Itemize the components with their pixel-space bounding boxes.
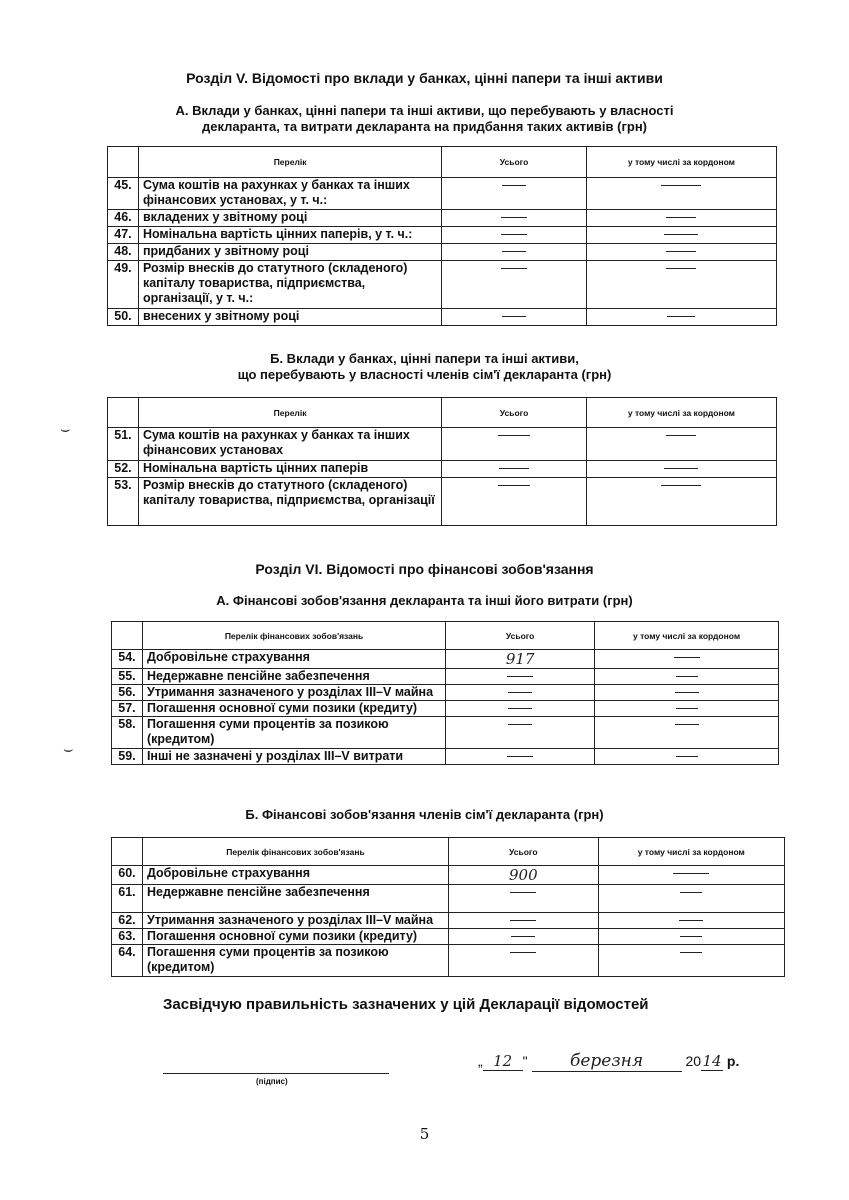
table-row [112, 701, 779, 717]
signature-label: (підпис) [256, 1077, 288, 1086]
cell-abroad [598, 929, 784, 945]
date-year-suffix: 14 [702, 1052, 722, 1070]
cell-abroad [595, 685, 779, 701]
row-label: внесених у звітному році [138, 309, 441, 326]
row-label: Розмір внесків до статутного (складеного) капіталу товариства, підприємства, організації, у т. ч.: [138, 261, 441, 309]
header-list: Перелік [138, 398, 441, 428]
row-label: Погашення суми процентів за позикою (кредитом) [142, 945, 448, 977]
row-number: 56. [112, 685, 143, 701]
row-number: 55. [112, 669, 143, 685]
handwritten-dash [510, 892, 536, 893]
header-abroad: у тому числі за кордоном [595, 622, 779, 650]
handwritten-dash [676, 676, 698, 677]
table-row [112, 866, 785, 885]
row-number: 60. [112, 866, 143, 885]
section6-title: Розділ VI. Відомості про фінансові зобов'язання [255, 561, 594, 577]
handwritten-dash [675, 692, 699, 693]
section5-subA-title [0, 103, 849, 135]
cell-abroad [595, 701, 779, 717]
handwritten-dash [680, 952, 702, 953]
section5-subA-line2: декларанта, та витрати декларанта на придбання таких активів (грн) [201, 119, 648, 134]
row-label: Сума коштів на рахунках у банках та інших фінансових установах, у т. ч.: [138, 178, 441, 210]
cell-total [442, 210, 587, 227]
cell-total [442, 227, 587, 244]
section6-subA-title: А. Фінансові зобов'язання декларанта та інші його витрати (грн) [216, 593, 633, 608]
header-abroad: у тому числі за кордоном [586, 398, 776, 428]
row-number: 63. [112, 929, 143, 945]
handwritten-value: 900 [508, 866, 538, 884]
row-number: 59. [112, 749, 143, 765]
table-section6-b [111, 837, 785, 977]
handwritten-dash [507, 756, 533, 757]
handwritten-dash [510, 952, 536, 953]
date-month: березня [532, 1051, 682, 1072]
header-number [108, 147, 139, 178]
table-row [112, 650, 779, 669]
row-number: 64. [112, 945, 143, 977]
table-section5-a [107, 146, 777, 326]
header-total: Усього [442, 147, 587, 178]
table-row [108, 309, 777, 326]
header-total: Усього [442, 398, 587, 428]
cell-abroad [595, 749, 779, 765]
header-total: Усього [446, 622, 595, 650]
header-abroad: у тому числі за кордоном [586, 147, 776, 178]
handwritten-dash [667, 316, 695, 317]
header-abroad: у тому числі за кордоном [598, 838, 784, 866]
handwritten-dash [661, 185, 701, 186]
table-row [108, 428, 777, 461]
table-row [108, 478, 777, 526]
row-number: 49. [108, 261, 139, 309]
handwritten-dash [676, 756, 698, 757]
cell-abroad [586, 210, 776, 227]
date-field [478, 1051, 739, 1072]
row-number: 61. [112, 885, 143, 913]
cell-abroad [586, 244, 776, 261]
handwritten-dash [498, 485, 530, 486]
cell-total [449, 945, 599, 977]
handwritten-dash [501, 217, 527, 218]
table-row [108, 261, 777, 309]
signature-line [163, 1073, 389, 1074]
cell-abroad [598, 866, 784, 885]
header-number [112, 622, 143, 650]
table-section5-b [107, 397, 777, 526]
cell-abroad [586, 309, 776, 326]
cell-abroad [598, 885, 784, 913]
row-label: Добровільне страхування [142, 650, 445, 669]
table-row [108, 210, 777, 227]
table-row [108, 244, 777, 261]
row-label: Погашення суми процентів за позикою (кредитом) [142, 717, 445, 749]
table-row [112, 885, 785, 913]
row-label: Розмір внесків до статутного (складеного) капіталу товариства, підприємства, організації [138, 478, 441, 526]
cell-abroad [595, 717, 779, 749]
row-label: Утримання зазначеного у розділах III–V майна [142, 913, 448, 929]
table-row [108, 178, 777, 210]
cell-total [449, 929, 599, 945]
row-number: 62. [112, 913, 143, 929]
cell-total [446, 717, 595, 749]
table-row [112, 669, 779, 685]
row-label: Погашення основної суми позики (кредиту) [142, 701, 445, 717]
table-row [112, 913, 785, 929]
row-number: 53. [108, 478, 139, 526]
table-row [108, 227, 777, 244]
row-label: Номінальна вартість цінних паперів, у т. ч.: [138, 227, 441, 244]
header-total: Усього [449, 838, 599, 866]
table-row [112, 685, 779, 701]
header-list: Перелік [138, 147, 441, 178]
margin-check-mark: ⌣ [60, 421, 71, 438]
date-suffix: р. [726, 1053, 740, 1069]
cell-total [446, 749, 595, 765]
handwritten-dash [664, 468, 698, 469]
row-label: Недержавне пенсійне забезпечення [142, 669, 445, 685]
handwritten-dash [502, 185, 526, 186]
row-number: 46. [108, 210, 139, 227]
row-number: 48. [108, 244, 139, 261]
cell-total [449, 866, 599, 885]
section5-title: Розділ V. Відомості про вклади у банках, цінні папери та інші активи [186, 70, 663, 86]
handwritten-value: 917 [505, 650, 535, 668]
section5-subB-line2: що перебувають у власності членів сім'ї декларанта (грн) [237, 367, 612, 382]
handwritten-dash [666, 217, 696, 218]
handwritten-dash [502, 316, 526, 317]
row-label: Номінальна вартість цінних паперів [138, 461, 441, 478]
cell-abroad [595, 669, 779, 685]
row-label: Погашення основної суми позики (кредиту) [142, 929, 448, 945]
cell-total [446, 685, 595, 701]
cell-abroad [586, 227, 776, 244]
cell-total [449, 913, 599, 929]
row-label: Недержавне пенсійне забезпечення [142, 885, 448, 913]
row-number: 51. [108, 428, 139, 461]
row-label: Інші не зазначені у розділах III–V витрати [142, 749, 445, 765]
date-quote-close: " [522, 1053, 528, 1069]
handwritten-dash [510, 920, 536, 921]
cell-abroad [586, 461, 776, 478]
header-list: Перелік фінансових зобов'язань [142, 838, 448, 866]
handwritten-dash [508, 692, 532, 693]
cell-total [442, 461, 587, 478]
cell-abroad [598, 913, 784, 929]
cell-total [442, 428, 587, 461]
cell-total [442, 309, 587, 326]
row-label: Сума коштів на рахунках у банках та інших фінансових установах [138, 428, 441, 461]
handwritten-dash [501, 234, 527, 235]
cell-total [442, 178, 587, 210]
cell-abroad [586, 478, 776, 526]
cell-abroad [586, 428, 776, 461]
margin-check-mark: ⌣ [63, 741, 74, 758]
cell-abroad [595, 650, 779, 669]
header-list: Перелік фінансових зобов'язань [142, 622, 445, 650]
handwritten-dash [507, 676, 533, 677]
handwritten-dash [679, 920, 703, 921]
section5-subA-line1: А. Вклади у банках, цінні папери та інші активи, що перебувають у власності [175, 103, 674, 118]
section6-subB-title: Б. Фінансові зобов'язання членів сім'ї декларанта (грн) [245, 807, 604, 822]
handwritten-dash [680, 892, 702, 893]
handwritten-dash [661, 485, 701, 486]
table-section6-a [111, 621, 779, 765]
cell-total [446, 701, 595, 717]
handwritten-dash [498, 435, 530, 436]
cell-abroad [586, 178, 776, 210]
handwritten-dash [499, 468, 529, 469]
handwritten-dash [680, 936, 702, 937]
handwritten-dash [502, 251, 526, 252]
cell-abroad [598, 945, 784, 977]
table-row [112, 929, 785, 945]
date-day: 12 [483, 1052, 523, 1071]
handwritten-dash [676, 708, 698, 709]
handwritten-dash [511, 936, 535, 937]
table-row [112, 717, 779, 749]
handwritten-dash [508, 724, 532, 725]
section5-subB-title [0, 351, 849, 383]
row-number: 47. [108, 227, 139, 244]
cell-total [446, 669, 595, 685]
row-label: вкладених у звітному році [138, 210, 441, 227]
row-label: придбаних у звітному році [138, 244, 441, 261]
table-row [108, 461, 777, 478]
handwritten-dash [666, 251, 696, 252]
cell-total [449, 885, 599, 913]
cell-total [442, 478, 587, 526]
table-row [112, 945, 785, 977]
handwritten-dash [664, 234, 698, 235]
date-quote-open: „ [478, 1053, 483, 1069]
row-number: 58. [112, 717, 143, 749]
section5-subB-line1: Б. Вклади у банках, цінні папери та інші активи, [270, 351, 579, 366]
handwritten-dash [666, 435, 696, 436]
row-number: 45. [108, 178, 139, 210]
handwritten-dash [675, 724, 699, 725]
handwritten-dash [673, 873, 709, 874]
handwritten-dash [666, 268, 696, 269]
row-number: 57. [112, 701, 143, 717]
page-number: 5 [419, 1125, 430, 1143]
cell-abroad [586, 261, 776, 309]
cell-total [442, 261, 587, 309]
cell-total [442, 244, 587, 261]
header-number [108, 398, 139, 428]
row-number: 54. [112, 650, 143, 669]
row-number: 50. [108, 309, 139, 326]
certification-statement: Засвідчую правильність зазначених у цій Декларації відомостей [163, 996, 649, 1013]
handwritten-dash [508, 708, 532, 709]
handwritten-dash [674, 657, 700, 658]
table-row [112, 749, 779, 765]
header-number [112, 838, 143, 866]
row-label: Добровільне страхування [142, 866, 448, 885]
row-number: 52. [108, 461, 139, 478]
date-year-prefix: 20 [685, 1053, 702, 1069]
cell-total [446, 650, 595, 669]
row-label: Утримання зазначеного у розділах III–V майна [142, 685, 445, 701]
handwritten-dash [501, 268, 527, 269]
